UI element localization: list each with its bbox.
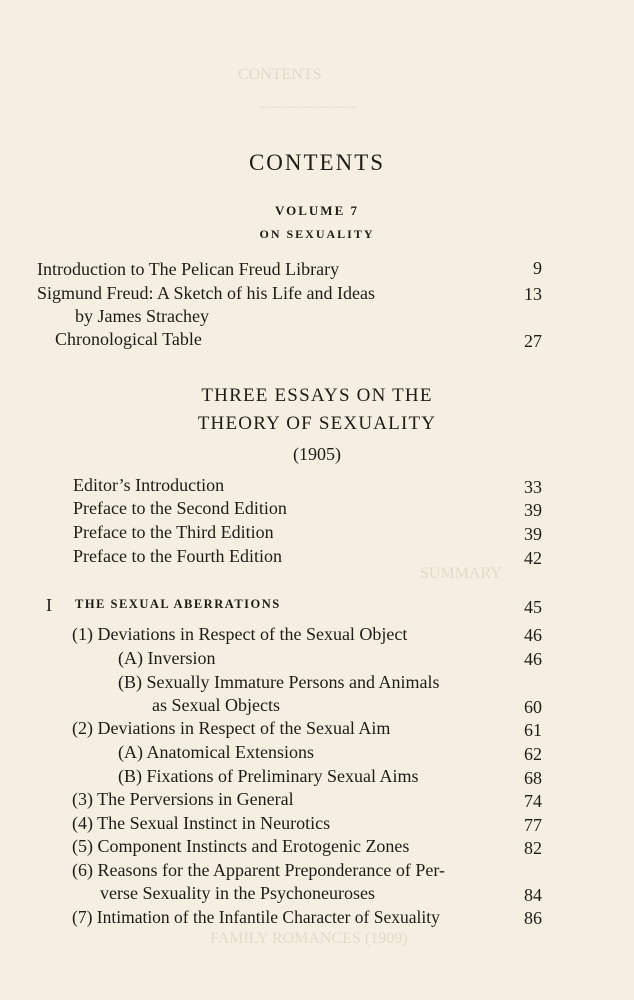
- toc-entry-title: (A) Anatomical Extensions: [118, 742, 314, 762]
- toc-entry-page: 42: [524, 548, 542, 568]
- toc-entry-title: by James Strachey: [75, 306, 209, 326]
- toc-entry-title: verse Sexuality in the Psychoneuroses: [100, 883, 375, 903]
- toc-entry-title: as Sexual Objects: [152, 695, 280, 715]
- toc-entry-page: 46: [524, 649, 542, 669]
- toc-entry-title: (B) Sexually Immature Persons and Animals: [118, 672, 440, 692]
- show-through-text: CONTENTS: [238, 66, 322, 83]
- toc-entry-title: (3) The Perversions in General: [72, 789, 294, 809]
- toc-entry-title: (4) The Sexual Instinct in Neurotics: [72, 813, 331, 833]
- toc-entry-title: Editor’s Introduction: [73, 475, 225, 495]
- section-title: THE SEXUAL ABERRATIONS: [75, 597, 281, 611]
- section-page: 45: [524, 597, 542, 617]
- toc-entry-page: 62: [524, 744, 542, 764]
- toc-entry-page: 46: [524, 625, 542, 645]
- toc-entry-page: 84: [524, 885, 542, 905]
- toc-entry-title: Sigmund Freud: A Sketch of his Life and Ideas: [37, 283, 375, 303]
- toc-entry-page: 33: [524, 477, 542, 497]
- toc-entry-page: 13: [524, 284, 542, 304]
- toc-entry-title: (2) Deviations in Respect of the Sexual Aim: [72, 718, 391, 738]
- part-title-line-2: THEORY OF SEXUALITY: [197, 413, 437, 434]
- toc-entry-title: Chronological Table: [55, 329, 202, 349]
- toc-entry-title: (B) Fixations of Preliminary Sexual Aims: [118, 766, 419, 786]
- toc-entry-page: 39: [524, 524, 542, 544]
- toc-entry-title: Preface to the Third Edition: [73, 522, 274, 542]
- show-through-text: ——————: [260, 98, 356, 115]
- volume-label: VOLUME 7: [275, 203, 359, 218]
- toc-entry-page: 39: [524, 500, 542, 520]
- show-through-text: SUMMARY: [420, 565, 502, 582]
- toc-entry-page: 61: [524, 720, 542, 740]
- toc-entry-title: Introduction to The Pelican Freud Library: [37, 259, 340, 279]
- toc-entry-page: 68: [524, 768, 542, 788]
- section-number: I: [46, 595, 52, 615]
- toc-entry-title: (A) Inversion: [118, 648, 216, 668]
- toc-entry-title: (5) Component Instincts and Erotogenic Zones: [72, 836, 410, 856]
- toc-entry-page: 74: [524, 791, 542, 811]
- toc-entry-title: (6) Reasons for the Apparent Preponderance of Per-: [72, 860, 446, 880]
- toc-entry-page: 82: [524, 838, 542, 858]
- toc-entry-title: (1) Deviations in Respect of the Sexual Object: [72, 624, 408, 644]
- toc-entry-title: Preface to the Second Edition: [73, 498, 287, 518]
- toc-entry-page: 60: [524, 697, 542, 717]
- toc-entry-page: 86: [524, 908, 542, 928]
- part-year: (1905): [293, 444, 341, 464]
- toc-entry-page: 27: [524, 331, 542, 351]
- toc-entry-page: 77: [524, 815, 542, 835]
- toc-entry-title: (7) Intimation of the Infantile Character of Sexuality: [72, 907, 440, 927]
- page-title: CONTENTS: [248, 150, 386, 175]
- volume-subject: ON SEXUALITY: [259, 227, 375, 241]
- show-through-text: FAMILY ROMANCES (1909): [210, 930, 408, 947]
- part-title-line-1: THREE ESSAYS ON THE: [201, 385, 433, 406]
- toc-entry-title: Preface to the Fourth Edition: [73, 546, 282, 566]
- toc-entry-page: 9: [533, 258, 542, 278]
